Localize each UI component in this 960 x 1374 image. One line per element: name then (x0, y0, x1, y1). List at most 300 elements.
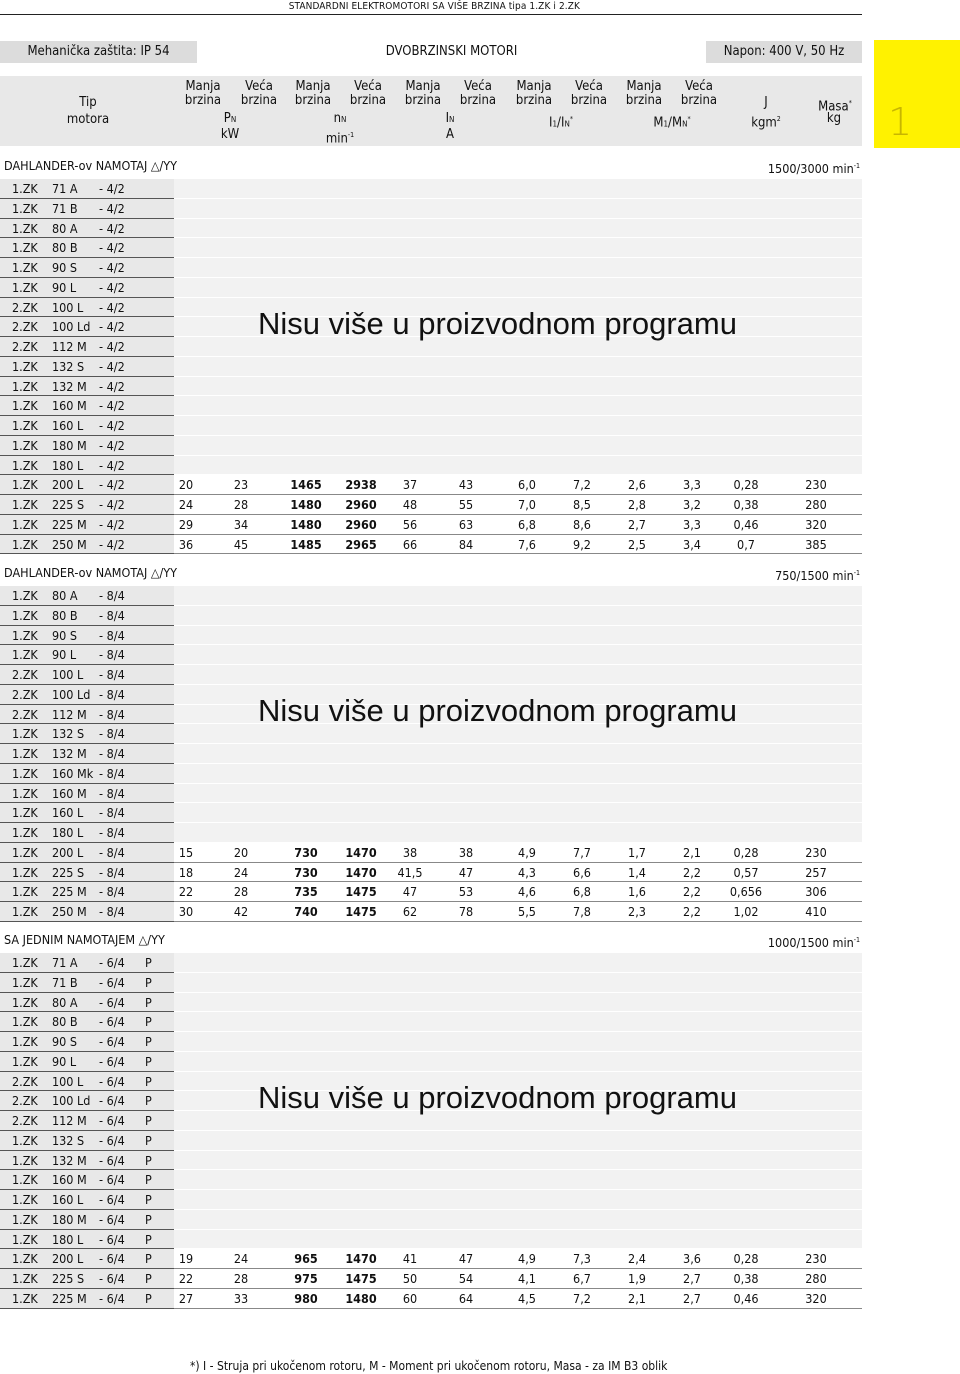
value-cell: 7,0 (518, 497, 536, 512)
motor-type: 2.ZK 112 M - 6/4 P (0, 1111, 174, 1131)
value-cell: 730 (294, 844, 318, 860)
motor-type: 1.ZK 180 M - 6/4 P (0, 1210, 174, 1230)
section-speed: 1500/3000 $\min^{-1}$ (767, 161, 860, 177)
table-row (0, 784, 862, 804)
category-label: DVOBRZINSKI MOTORI (197, 41, 706, 63)
motor-type: 1.ZK 200 L - 8/4 (0, 843, 174, 863)
value-cell: 7,2 (573, 477, 591, 493)
value-cell: 980 (294, 1290, 318, 1306)
motor-type: 1.ZK 180 M - 4/2 (0, 436, 174, 456)
value-cell: 2,7 (683, 1290, 701, 1306)
value-cell: 7,8 (573, 904, 591, 919)
empty-cell (174, 199, 862, 219)
empty-cell (174, 219, 862, 239)
header-i1-low: Manja brzina (515, 79, 553, 108)
value-cell: 1470 (345, 864, 377, 880)
motor-type: 1.ZK 90 S - 4/2 (0, 258, 174, 278)
motor-type: 1.ZK 225 M - 4/2 (0, 515, 174, 535)
empty-cell (174, 626, 862, 646)
table-row (0, 1052, 862, 1072)
motor-type: 1.ZK 71 B - 6/4 P (0, 973, 174, 993)
motor-type: 1.ZK 80 A - 8/4 (0, 586, 174, 606)
value-cell: 3,6 (683, 1251, 701, 1267)
header-min: $\min^{-1}$ (325, 131, 355, 147)
header-masa: Masa* (818, 99, 852, 115)
empty-cell (174, 606, 862, 626)
value-cell: 23 (233, 477, 249, 493)
motor-type: 1.ZK 180 L - 8/4 (0, 823, 174, 843)
table-row (0, 1269, 862, 1289)
motor-values (174, 515, 862, 535)
value-cell: 4,3 (518, 864, 536, 880)
motor-type: 1.ZK 160 M - 8/4 (0, 784, 174, 804)
table-row (0, 238, 862, 258)
motor-type: 2.ZK 100 Ld - 4/2 (0, 317, 174, 337)
header-j: J (764, 95, 768, 110)
motor-type: 1.ZK 71 A - 6/4 P (0, 953, 174, 973)
value-cell: 22 (178, 884, 194, 900)
value-cell: 7,2 (573, 1290, 591, 1306)
value-cell: 0,28 (733, 1251, 759, 1267)
value-cell: 1480 (290, 516, 322, 532)
table-row (0, 645, 862, 665)
value-cell: 1470 (345, 844, 377, 860)
table-row (0, 1249, 862, 1269)
value-cell: 55 (458, 497, 474, 512)
section-rows-2 (0, 586, 862, 922)
value-cell: 42 (233, 904, 249, 919)
value-cell: 280 (805, 1271, 827, 1286)
value-cell: 24 (233, 1251, 249, 1267)
value-cell: 47 (402, 884, 418, 900)
table-row (0, 357, 862, 377)
motor-type: 1.ZK 71 B - 4/2 (0, 199, 174, 219)
empty-cell (174, 1151, 862, 1171)
empty-cell (174, 436, 862, 456)
section-title: DAHLANDER-ov NAMOTAJ △/YY (4, 158, 178, 173)
table-row (0, 1170, 862, 1190)
empty-cell (174, 586, 862, 606)
value-cell: 0,28 (733, 477, 759, 493)
table-row (0, 396, 862, 416)
table-row (0, 993, 862, 1013)
value-cell: 4,9 (518, 1251, 536, 1267)
motor-type: 1.ZK 132 M - 6/4 P (0, 1151, 174, 1171)
value-cell: 47 (458, 864, 474, 880)
table-row (0, 803, 862, 823)
motor-type: 1.ZK 90 S - 8/4 (0, 626, 174, 646)
value-cell: 2,2 (683, 884, 701, 900)
motor-values (174, 843, 862, 863)
table-row (0, 377, 862, 397)
motor-type: 2.ZK 100 L - 6/4 P (0, 1072, 174, 1092)
motor-type: 1.ZK 160 M - 6/4 P (0, 1170, 174, 1190)
value-cell: 410 (805, 904, 827, 919)
section-header-2 (0, 563, 862, 583)
motor-values (174, 902, 862, 922)
empty-cell (174, 1052, 862, 1072)
empty-cell (174, 764, 862, 784)
empty-cell (174, 665, 862, 685)
value-cell: 43 (458, 477, 474, 493)
value-cell: 20 (233, 844, 249, 860)
value-cell: 2,4 (628, 1251, 646, 1267)
table-row (0, 456, 862, 476)
value-cell: 64 (458, 1290, 474, 1306)
value-cell: 2938 (345, 477, 377, 493)
value-cell: 33 (233, 1290, 249, 1306)
value-cell: 15 (178, 844, 194, 860)
header-a: A (446, 127, 454, 142)
value-cell: 7,6 (518, 536, 536, 552)
table-row (0, 515, 862, 535)
value-cell: 280 (805, 497, 827, 512)
motor-type: 1.ZK 225 S - 8/4 (0, 863, 174, 883)
value-cell: 28 (233, 884, 249, 900)
value-cell: 8,6 (573, 516, 591, 532)
motor-type: 1.ZK 250 M - 4/2 (0, 535, 174, 555)
motor-type: 2.ZK 100 Ld - 6/4 P (0, 1091, 174, 1111)
value-cell: 66 (402, 536, 418, 552)
value-cell: 1,9 (628, 1271, 646, 1286)
motor-values (174, 1289, 862, 1309)
motor-type: 1.ZK 225 M - 8/4 (0, 882, 174, 902)
header-m1-high: Veća brzina (680, 79, 718, 108)
value-cell: 37 (402, 477, 418, 493)
empty-cell (174, 416, 862, 436)
value-cell: 4,5 (518, 1290, 536, 1306)
empty-cell (174, 1170, 862, 1190)
value-cell: 6,7 (573, 1271, 591, 1286)
motor-type: 1.ZK 180 L - 6/4 P (0, 1230, 174, 1250)
table-row (0, 475, 862, 495)
value-cell: 1475 (345, 1271, 377, 1286)
value-cell: 735 (294, 884, 318, 900)
value-cell: 6,8 (573, 884, 591, 900)
value-cell: 28 (233, 497, 249, 512)
empty-cell (174, 258, 862, 278)
discontinued-note-2: Nisu više u proizvodnom programu (258, 693, 737, 728)
header-i1-high: Veća brzina (570, 79, 608, 108)
motor-type: 1.ZK 225 S - 4/2 (0, 495, 174, 515)
voltage-label: Napon: 400 V, 50 Hz (706, 41, 862, 63)
table-row (0, 823, 862, 843)
table-row (0, 843, 862, 863)
motor-type: 2.ZK 112 M - 4/2 (0, 337, 174, 357)
motor-values (174, 863, 862, 883)
discontinued-note-1: Nisu više u proizvodnom programu (258, 306, 737, 341)
footnote: *) I - Struja pri ukočenom rotoru, M - Moment pri ukočenom rotoru, Masa - za IM B3 oblik (190, 1359, 668, 1373)
table-row (0, 764, 862, 784)
table-row (0, 1131, 862, 1151)
motor-type: 1.ZK 132 M - 8/4 (0, 744, 174, 764)
value-cell: 63 (458, 516, 474, 532)
page-title: STANDARDNI ELEKTROMOTORI SA VIŠE BRZINA tipa 1.ZK i 2.ZK (288, 1, 580, 12)
table-row (0, 416, 862, 436)
value-cell: 2960 (345, 516, 377, 532)
value-cell: 2,6 (628, 477, 646, 493)
table-row (0, 626, 862, 646)
value-cell: 62 (402, 904, 418, 919)
value-cell: 3,3 (683, 516, 701, 532)
value-cell: 1475 (345, 904, 377, 919)
motor-type: 1.ZK 250 M - 8/4 (0, 902, 174, 922)
table-row (0, 436, 862, 456)
value-cell: 36 (178, 536, 194, 552)
section-speed: 1000/1500 $\min^{-1}$ (767, 935, 860, 951)
section-title: SA JEDNIM NAMOTAJEM △/YY (4, 932, 165, 947)
value-cell: 6,6 (573, 864, 591, 880)
value-cell: 0,38 (733, 497, 759, 512)
section-header-1 (0, 156, 862, 176)
motor-values (174, 535, 862, 555)
value-cell: 22 (178, 1271, 194, 1286)
table-row (0, 219, 862, 239)
value-cell: 50 (402, 1271, 418, 1286)
value-cell: 320 (805, 1290, 827, 1306)
motor-type: 1.ZK 160 M - 4/2 (0, 396, 174, 416)
empty-cell (174, 377, 862, 397)
value-cell: 6,8 (518, 516, 536, 532)
value-cell: 965 (294, 1251, 318, 1267)
value-cell: 0,7 (737, 536, 755, 552)
value-cell: 0,656 (729, 884, 763, 900)
header-tip: Tip (79, 95, 97, 110)
value-cell: 1485 (290, 536, 322, 552)
header-i1in: I1/IN* (549, 115, 573, 131)
value-cell: 38 (458, 844, 474, 860)
value-cell: 5,5 (518, 904, 536, 919)
table-row (0, 1012, 862, 1032)
table-row (0, 199, 862, 219)
value-cell: 29 (178, 516, 194, 532)
empty-cell (174, 823, 862, 843)
motor-type: 1.ZK 225 M - 6/4 P (0, 1289, 174, 1309)
motor-type: 1.ZK 160 Mk - 8/4 (0, 764, 174, 784)
motor-type: 1.ZK 71 A - 4/2 (0, 179, 174, 199)
empty-cell (174, 953, 862, 973)
value-cell: 1480 (345, 1290, 377, 1306)
motor-values (174, 1249, 862, 1269)
value-cell: 320 (805, 516, 827, 532)
value-cell: 54 (458, 1271, 474, 1286)
value-cell: 41,5 (397, 864, 423, 880)
empty-cell (174, 993, 862, 1013)
table-row (0, 953, 862, 973)
table-row (0, 1210, 862, 1230)
motor-type: 1.ZK 132 M - 4/2 (0, 377, 174, 397)
value-cell: 230 (805, 1251, 827, 1267)
value-cell: 19 (178, 1251, 194, 1267)
motor-type: 1.ZK 160 L - 4/2 (0, 416, 174, 436)
table-row (0, 278, 862, 298)
table-row (0, 586, 862, 606)
value-cell: 45 (233, 536, 249, 552)
value-cell: 2,1 (683, 844, 701, 860)
table-row (0, 1032, 862, 1052)
empty-cell (174, 1190, 862, 1210)
value-cell: 3,2 (683, 497, 701, 512)
section-speed: 750/1500 $\min^{-1}$ (775, 568, 860, 584)
motor-values (174, 495, 862, 515)
value-cell: 1,6 (628, 884, 646, 900)
header-kg: kg (826, 111, 842, 126)
motor-type: 1.ZK 225 S - 6/4 P (0, 1269, 174, 1289)
motor-values (174, 475, 862, 495)
value-cell: 0,38 (733, 1271, 759, 1286)
section-rows-1 (0, 179, 862, 554)
motor-type: 1.ZK 80 A - 6/4 P (0, 993, 174, 1013)
motor-type: 1.ZK 80 A - 4/2 (0, 219, 174, 239)
value-cell: 2,1 (628, 1290, 646, 1306)
header-pn-low: Manja brzina (184, 79, 222, 108)
table-row (0, 258, 862, 278)
value-cell: 24 (233, 864, 249, 880)
table-row (0, 882, 862, 902)
table-row (0, 744, 862, 764)
value-cell: 1475 (345, 884, 377, 900)
empty-cell (174, 645, 862, 665)
table-row (0, 665, 862, 685)
motor-type: 1.ZK 90 S - 6/4 P (0, 1032, 174, 1052)
empty-cell (174, 1032, 862, 1052)
value-cell: 2965 (345, 536, 377, 552)
value-cell: 4,6 (518, 884, 536, 900)
header-nn: nN (333, 111, 347, 126)
empty-cell (174, 238, 862, 258)
motor-type: 1.ZK 200 L - 4/2 (0, 475, 174, 495)
motor-type: 2.ZK 112 M - 8/4 (0, 705, 174, 725)
empty-cell (174, 357, 862, 377)
value-cell: 60 (402, 1290, 418, 1306)
discontinued-note-3: Nisu više u proizvodnom programu (258, 1080, 737, 1115)
empty-cell (174, 456, 862, 476)
empty-cell (174, 784, 862, 804)
value-cell: 975 (294, 1271, 318, 1286)
value-cell: 2,7 (683, 1271, 701, 1286)
header-kw: kW (220, 127, 240, 142)
value-cell: 4,9 (518, 844, 536, 860)
value-cell: 230 (805, 844, 827, 860)
motor-type: 1.ZK 180 L - 4/2 (0, 456, 174, 476)
value-cell: 385 (805, 536, 827, 552)
header-pn-high: Veća brzina (240, 79, 278, 108)
header-in: IN (445, 111, 455, 126)
header-nn-high: Veća brzina (349, 79, 387, 108)
value-cell: 3,4 (683, 536, 701, 552)
section-rows-3 (0, 953, 862, 1309)
value-cell: 2960 (345, 497, 377, 512)
value-cell: 1480 (290, 497, 322, 512)
table-header (0, 76, 862, 146)
motor-type: 1.ZK 90 L - 4/2 (0, 278, 174, 298)
value-cell: 1465 (290, 477, 322, 493)
value-cell: 8,5 (573, 497, 591, 512)
motor-type: 1.ZK 160 L - 6/4 P (0, 1190, 174, 1210)
protection-label: Mehanička zaštita: IP 54 (0, 41, 197, 63)
motor-values (174, 1269, 862, 1289)
value-cell: 27 (178, 1290, 194, 1306)
value-cell: 0,57 (733, 864, 759, 880)
table-row (0, 1151, 862, 1171)
value-cell: 30 (178, 904, 194, 919)
empty-cell (174, 1230, 862, 1250)
value-cell: 48 (402, 497, 418, 512)
motor-type: 1.ZK 200 L - 6/4 P (0, 1249, 174, 1269)
section-header-3 (0, 930, 862, 950)
motor-type: 1.ZK 132 S - 4/2 (0, 357, 174, 377)
motor-type: 1.ZK 90 L - 8/4 (0, 645, 174, 665)
value-cell: 2,8 (628, 497, 646, 512)
value-cell: 2,3 (628, 904, 646, 919)
value-cell: 1,7 (628, 844, 646, 860)
value-cell: 38 (402, 844, 418, 860)
value-cell: 2,2 (683, 904, 701, 919)
motor-values (174, 882, 862, 902)
header-in-high: Veća brzina (459, 79, 497, 108)
value-cell: 6,0 (518, 477, 536, 493)
value-cell: 2,7 (628, 516, 646, 532)
value-cell: 18 (178, 864, 194, 880)
header-pn: PN (223, 111, 237, 126)
empty-cell (174, 973, 862, 993)
table-row (0, 1289, 862, 1309)
value-cell: 0,28 (733, 844, 759, 860)
motor-type: 2.ZK 100 L - 4/2 (0, 298, 174, 318)
motor-type: 1.ZK 160 L - 8/4 (0, 803, 174, 823)
motor-type: 1.ZK 80 B - 8/4 (0, 606, 174, 626)
motor-type: 1.ZK 80 B - 6/4 P (0, 1012, 174, 1032)
value-cell: 1470 (345, 1251, 377, 1267)
table-row (0, 973, 862, 993)
value-cell: 24 (178, 497, 194, 512)
value-cell: 1,4 (628, 864, 646, 880)
motor-type: 1.ZK 132 S - 8/4 (0, 724, 174, 744)
top-bar (0, 0, 862, 15)
table-row (0, 863, 862, 883)
value-cell: 257 (805, 864, 827, 880)
value-cell: 78 (458, 904, 474, 919)
value-cell: 7,3 (573, 1251, 591, 1267)
table-row (0, 902, 862, 922)
chapter-number: 1 (888, 100, 913, 144)
section-title: DAHLANDER-ov NAMOTAJ △/YY (4, 565, 178, 580)
value-cell: 0,46 (733, 1290, 759, 1306)
header-in-low: Manja brzina (404, 79, 442, 108)
value-cell: 9,2 (573, 536, 591, 552)
header-kgm: kgm$^2$ (751, 115, 781, 131)
table-row (0, 1190, 862, 1210)
table-row (0, 179, 862, 199)
value-cell: 730 (294, 864, 318, 880)
value-cell: 230 (805, 477, 827, 493)
value-cell: 41 (402, 1251, 418, 1267)
table-row (0, 606, 862, 626)
table-row (0, 495, 862, 515)
value-cell: 3,3 (683, 477, 701, 493)
empty-cell (174, 179, 862, 199)
value-cell: 47 (458, 1251, 474, 1267)
header-motora: motora (66, 112, 110, 127)
value-cell: 28 (233, 1271, 249, 1286)
value-cell: 4,1 (518, 1271, 536, 1286)
chapter-tab (874, 40, 960, 148)
value-cell: 2,5 (628, 536, 646, 552)
value-cell: 1,02 (733, 904, 759, 919)
header-m1-low: Manja brzina (625, 79, 663, 108)
empty-cell (174, 1012, 862, 1032)
value-cell: 56 (402, 516, 418, 532)
